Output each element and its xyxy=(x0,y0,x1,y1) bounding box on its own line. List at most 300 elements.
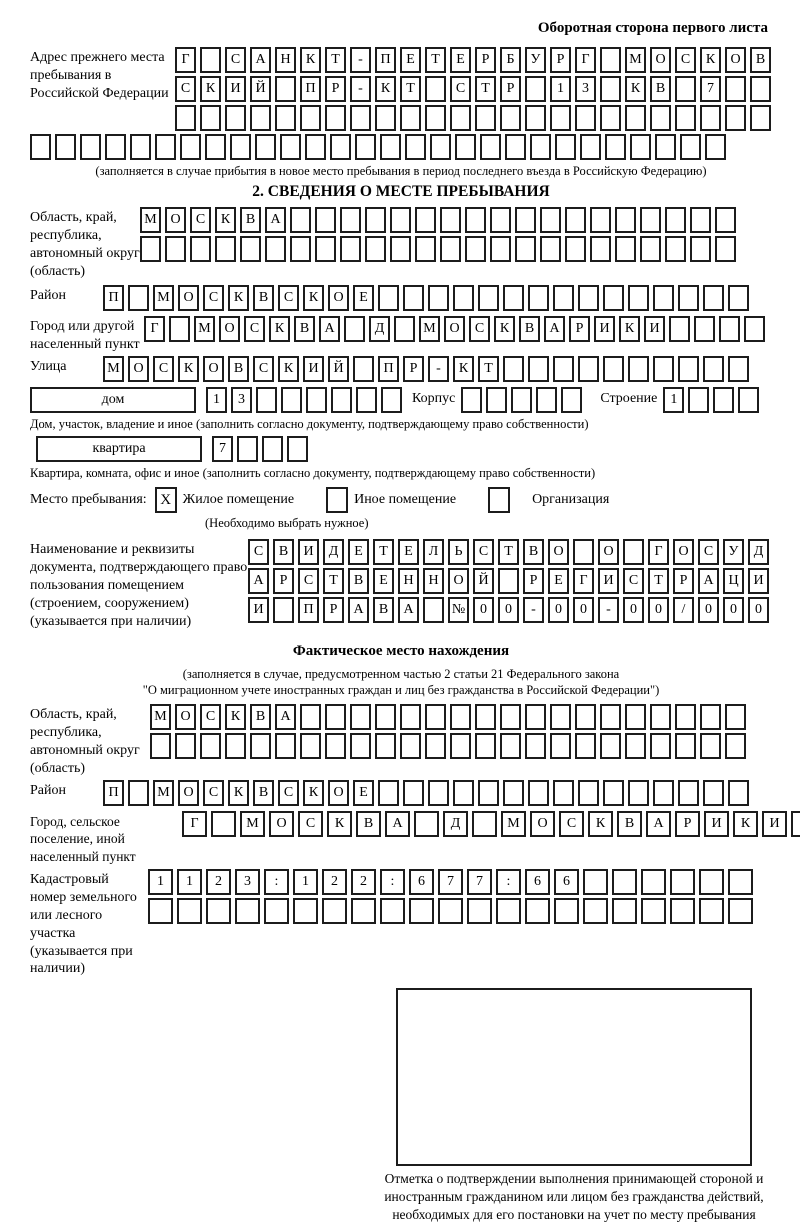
form-cell[interactable]: С xyxy=(559,811,584,837)
form-cell[interactable] xyxy=(500,704,521,730)
form-cell[interactable]: И xyxy=(225,76,246,102)
form-cell[interactable] xyxy=(490,236,511,262)
form-cell[interactable] xyxy=(400,105,421,131)
form-cell[interactable]: 3 xyxy=(231,387,252,413)
form-cell[interactable] xyxy=(390,207,411,233)
form-cell[interactable] xyxy=(670,898,695,924)
form-cell[interactable]: П xyxy=(103,285,124,311)
form-cell[interactable] xyxy=(688,387,709,413)
form-cell[interactable]: Р xyxy=(403,356,424,382)
form-cell[interactable] xyxy=(230,134,251,160)
form-cell[interactable]: 6 xyxy=(525,869,550,895)
form-cell[interactable] xyxy=(615,236,636,262)
form-cell[interactable] xyxy=(553,780,574,806)
kvartira-box[interactable]: квартира xyxy=(36,436,202,462)
form-cell[interactable]: Е xyxy=(548,568,569,594)
form-cell[interactable] xyxy=(625,704,646,730)
form-cell[interactable]: А xyxy=(544,316,565,342)
form-cell[interactable]: Р xyxy=(273,568,294,594)
form-cell[interactable] xyxy=(169,316,190,342)
form-cell[interactable]: К xyxy=(494,316,515,342)
form-cell[interactable] xyxy=(140,236,161,262)
form-cell[interactable]: Р xyxy=(569,316,590,342)
form-cell[interactable]: С xyxy=(278,780,299,806)
form-cell[interactable] xyxy=(375,733,396,759)
form-cell[interactable]: Р xyxy=(325,76,346,102)
form-cell[interactable] xyxy=(615,207,636,233)
form-cell[interactable] xyxy=(628,285,649,311)
form-cell[interactable]: С xyxy=(203,780,224,806)
form-cell[interactable]: К xyxy=(733,811,758,837)
form-cell[interactable] xyxy=(650,733,671,759)
form-cell[interactable]: М xyxy=(153,780,174,806)
form-cell[interactable] xyxy=(30,134,51,160)
form-cell[interactable] xyxy=(200,47,221,73)
form-cell[interactable] xyxy=(290,236,311,262)
form-cell[interactable] xyxy=(744,316,765,342)
form-cell[interactable] xyxy=(675,733,696,759)
form-cell[interactable]: С xyxy=(248,539,269,565)
form-cell[interactable]: О xyxy=(328,780,349,806)
form-cell[interactable]: 0 xyxy=(648,597,669,623)
form-cell[interactable] xyxy=(750,76,771,102)
form-cell[interactable]: А xyxy=(319,316,340,342)
form-cell[interactable] xyxy=(500,105,521,131)
form-cell[interactable]: Е xyxy=(398,539,419,565)
form-cell[interactable] xyxy=(80,134,101,160)
form-cell[interactable] xyxy=(330,134,351,160)
form-cell[interactable]: А xyxy=(248,568,269,594)
form-cell[interactable]: В xyxy=(294,316,315,342)
form-cell[interactable] xyxy=(205,134,226,160)
form-cell[interactable] xyxy=(525,733,546,759)
form-cell[interactable]: О xyxy=(175,704,196,730)
form-cell[interactable] xyxy=(290,207,311,233)
form-cell[interactable] xyxy=(281,387,302,413)
form-cell[interactable] xyxy=(640,207,661,233)
form-cell[interactable] xyxy=(344,316,365,342)
form-cell[interactable] xyxy=(728,285,749,311)
form-cell[interactable]: Т xyxy=(648,568,669,594)
form-cell[interactable] xyxy=(565,207,586,233)
form-cell[interactable]: : xyxy=(264,869,289,895)
form-cell[interactable]: О xyxy=(165,207,186,233)
form-cell[interactable]: Т xyxy=(373,539,394,565)
form-cell[interactable] xyxy=(583,898,608,924)
form-cell[interactable]: 0 xyxy=(473,597,494,623)
form-cell[interactable] xyxy=(423,597,444,623)
form-cell[interactable] xyxy=(293,898,318,924)
form-cell[interactable]: В xyxy=(228,356,249,382)
form-cell[interactable]: К xyxy=(303,285,324,311)
form-cell[interactable]: К xyxy=(269,316,290,342)
form-cell[interactable] xyxy=(641,869,666,895)
form-cell[interactable]: Т xyxy=(498,539,519,565)
form-cell[interactable]: - xyxy=(523,597,544,623)
form-cell[interactable]: 2 xyxy=(206,869,231,895)
form-cell[interactable] xyxy=(305,134,326,160)
form-cell[interactable] xyxy=(625,733,646,759)
form-cell[interactable] xyxy=(628,780,649,806)
form-cell[interactable] xyxy=(211,811,236,837)
form-cell[interactable] xyxy=(315,236,336,262)
form-cell[interactable] xyxy=(665,207,686,233)
form-cell[interactable]: М xyxy=(103,356,124,382)
form-cell[interactable]: 0 xyxy=(748,597,769,623)
form-cell[interactable] xyxy=(703,780,724,806)
form-cell[interactable]: Г xyxy=(175,47,196,73)
form-cell[interactable]: П xyxy=(298,597,319,623)
form-cell[interactable] xyxy=(450,105,471,131)
form-cell[interactable] xyxy=(750,105,771,131)
form-cell[interactable] xyxy=(550,105,571,131)
form-cell[interactable]: И xyxy=(594,316,615,342)
form-cell[interactable] xyxy=(300,733,321,759)
form-cell[interactable]: Й xyxy=(250,76,271,102)
checkbox-organizatsiya[interactable] xyxy=(488,487,510,513)
form-cell[interactable]: В xyxy=(750,47,771,73)
form-cell[interactable]: Н xyxy=(275,47,296,73)
form-cell[interactable]: С xyxy=(298,568,319,594)
form-cell[interactable]: И xyxy=(704,811,729,837)
form-cell[interactable]: 0 xyxy=(723,597,744,623)
form-cell[interactable]: В xyxy=(373,597,394,623)
form-cell[interactable]: М xyxy=(153,285,174,311)
form-cell[interactable] xyxy=(578,356,599,382)
form-cell[interactable]: В xyxy=(348,568,369,594)
form-cell[interactable]: К xyxy=(228,780,249,806)
form-cell[interactable] xyxy=(605,134,626,160)
form-cell[interactable] xyxy=(640,236,661,262)
form-cell[interactable]: А xyxy=(348,597,369,623)
form-cell[interactable] xyxy=(554,898,579,924)
form-cell[interactable]: О xyxy=(219,316,240,342)
form-cell[interactable] xyxy=(705,134,726,160)
form-cell[interactable] xyxy=(515,207,536,233)
form-cell[interactable] xyxy=(331,387,352,413)
dom-box[interactable]: дом xyxy=(30,387,196,413)
form-cell[interactable] xyxy=(428,285,449,311)
form-cell[interactable] xyxy=(565,236,586,262)
form-cell[interactable]: А xyxy=(398,597,419,623)
form-cell[interactable]: С xyxy=(190,207,211,233)
form-cell[interactable]: 7 xyxy=(467,869,492,895)
form-cell[interactable] xyxy=(536,387,557,413)
form-cell[interactable]: О xyxy=(448,568,469,594)
form-cell[interactable]: А xyxy=(385,811,410,837)
form-cell[interactable] xyxy=(55,134,76,160)
form-cell[interactable] xyxy=(350,704,371,730)
form-cell[interactable] xyxy=(503,356,524,382)
form-cell[interactable]: О xyxy=(598,539,619,565)
form-cell[interactable] xyxy=(600,76,621,102)
form-cell[interactable] xyxy=(540,236,561,262)
form-cell[interactable] xyxy=(415,207,436,233)
form-cell[interactable]: К xyxy=(619,316,640,342)
form-cell[interactable]: 1 xyxy=(206,387,227,413)
form-cell[interactable] xyxy=(791,811,800,837)
form-cell[interactable] xyxy=(275,76,296,102)
form-cell[interactable]: Г xyxy=(575,47,596,73)
form-cell[interactable] xyxy=(578,780,599,806)
form-cell[interactable]: М xyxy=(194,316,215,342)
form-cell[interactable] xyxy=(250,105,271,131)
form-cell[interactable] xyxy=(561,387,582,413)
form-cell[interactable] xyxy=(425,733,446,759)
form-cell[interactable] xyxy=(478,780,499,806)
form-cell[interactable]: М xyxy=(419,316,440,342)
form-cell[interactable] xyxy=(175,733,196,759)
form-cell[interactable]: К xyxy=(303,780,324,806)
form-cell[interactable]: - xyxy=(598,597,619,623)
form-cell[interactable] xyxy=(225,733,246,759)
form-cell[interactable]: К xyxy=(453,356,474,382)
form-cell[interactable] xyxy=(353,356,374,382)
form-cell[interactable] xyxy=(628,356,649,382)
form-cell[interactable]: Б xyxy=(500,47,521,73)
form-cell[interactable] xyxy=(555,134,576,160)
form-cell[interactable] xyxy=(675,105,696,131)
form-cell[interactable]: К xyxy=(215,207,236,233)
form-cell[interactable] xyxy=(240,236,261,262)
form-cell[interactable]: В xyxy=(253,780,274,806)
form-cell[interactable]: П xyxy=(103,780,124,806)
form-cell[interactable] xyxy=(128,780,149,806)
form-cell[interactable] xyxy=(505,134,526,160)
form-cell[interactable] xyxy=(675,76,696,102)
form-cell[interactable] xyxy=(583,869,608,895)
form-cell[interactable] xyxy=(700,733,721,759)
form-cell[interactable]: О xyxy=(178,780,199,806)
form-cell[interactable] xyxy=(475,704,496,730)
form-cell[interactable]: А xyxy=(250,47,271,73)
form-cell[interactable] xyxy=(623,539,644,565)
form-cell[interactable]: А xyxy=(265,207,286,233)
form-cell[interactable] xyxy=(690,236,711,262)
form-cell[interactable]: С xyxy=(244,316,265,342)
form-cell[interactable]: О xyxy=(178,285,199,311)
form-cell[interactable]: А xyxy=(646,811,671,837)
form-cell[interactable] xyxy=(430,134,451,160)
form-cell[interactable] xyxy=(486,387,507,413)
form-cell[interactable]: О xyxy=(328,285,349,311)
form-cell[interactable]: С xyxy=(473,539,494,565)
form-cell[interactable] xyxy=(728,356,749,382)
form-cell[interactable]: 1 xyxy=(148,869,173,895)
form-cell[interactable] xyxy=(394,316,415,342)
form-cell[interactable]: П xyxy=(300,76,321,102)
form-cell[interactable] xyxy=(256,387,277,413)
form-cell[interactable]: С xyxy=(225,47,246,73)
form-cell[interactable]: С xyxy=(698,539,719,565)
form-cell[interactable] xyxy=(703,285,724,311)
form-cell[interactable] xyxy=(425,704,446,730)
form-cell[interactable]: Л xyxy=(423,539,444,565)
form-cell[interactable]: О xyxy=(444,316,465,342)
form-cell[interactable] xyxy=(287,436,308,462)
form-cell[interactable] xyxy=(237,436,258,462)
form-cell[interactable] xyxy=(225,105,246,131)
form-cell[interactable] xyxy=(725,704,746,730)
form-cell[interactable]: Р xyxy=(500,76,521,102)
form-cell[interactable]: И xyxy=(644,316,665,342)
form-cell[interactable]: В xyxy=(519,316,540,342)
form-cell[interactable]: Т xyxy=(400,76,421,102)
form-cell[interactable]: О xyxy=(548,539,569,565)
form-cell[interactable]: 0 xyxy=(548,597,569,623)
form-cell[interactable]: П xyxy=(378,356,399,382)
form-cell[interactable]: К xyxy=(625,76,646,102)
form-cell[interactable] xyxy=(465,207,486,233)
form-cell[interactable] xyxy=(553,285,574,311)
form-cell[interactable]: 7 xyxy=(212,436,233,462)
form-cell[interactable] xyxy=(625,105,646,131)
form-cell[interactable] xyxy=(453,780,474,806)
form-cell[interactable] xyxy=(148,898,173,924)
form-cell[interactable]: С xyxy=(450,76,471,102)
form-cell[interactable] xyxy=(375,704,396,730)
form-cell[interactable] xyxy=(265,236,286,262)
form-cell[interactable]: 2 xyxy=(351,869,376,895)
form-cell[interactable]: Г xyxy=(144,316,165,342)
form-cell[interactable] xyxy=(440,207,461,233)
form-cell[interactable]: Е xyxy=(400,47,421,73)
form-cell[interactable]: 1 xyxy=(177,869,202,895)
form-cell[interactable] xyxy=(590,236,611,262)
form-cell[interactable]: 0 xyxy=(698,597,719,623)
form-cell[interactable]: Р xyxy=(550,47,571,73)
form-cell[interactable]: У xyxy=(723,539,744,565)
form-cell[interactable] xyxy=(600,733,621,759)
form-cell[interactable]: Т xyxy=(475,76,496,102)
form-cell[interactable] xyxy=(300,105,321,131)
form-cell[interactable] xyxy=(700,704,721,730)
form-cell[interactable] xyxy=(255,134,276,160)
form-cell[interactable] xyxy=(713,387,734,413)
form-cell[interactable]: В xyxy=(356,811,381,837)
form-cell[interactable]: Д xyxy=(748,539,769,565)
form-cell[interactable]: М xyxy=(140,207,161,233)
form-cell[interactable]: Т xyxy=(478,356,499,382)
form-cell[interactable] xyxy=(403,780,424,806)
form-cell[interactable] xyxy=(600,47,621,73)
form-cell[interactable]: Ц xyxy=(723,568,744,594)
form-cell[interactable] xyxy=(351,898,376,924)
form-cell[interactable] xyxy=(200,733,221,759)
form-cell[interactable]: В xyxy=(273,539,294,565)
form-cell[interactable] xyxy=(475,105,496,131)
form-cell[interactable]: Д xyxy=(443,811,468,837)
form-cell[interactable]: О xyxy=(128,356,149,382)
form-cell[interactable]: Й xyxy=(328,356,349,382)
form-cell[interactable]: 1 xyxy=(550,76,571,102)
form-cell[interactable] xyxy=(490,207,511,233)
form-cell[interactable] xyxy=(680,134,701,160)
form-cell[interactable] xyxy=(150,733,171,759)
form-cell[interactable]: : xyxy=(380,869,405,895)
form-cell[interactable] xyxy=(690,207,711,233)
form-cell[interactable] xyxy=(725,76,746,102)
form-cell[interactable]: К xyxy=(225,704,246,730)
form-cell[interactable] xyxy=(525,898,550,924)
form-cell[interactable] xyxy=(515,236,536,262)
form-cell[interactable] xyxy=(465,236,486,262)
form-cell[interactable] xyxy=(475,733,496,759)
form-cell[interactable]: К xyxy=(327,811,352,837)
form-cell[interactable] xyxy=(400,733,421,759)
form-cell[interactable] xyxy=(670,869,695,895)
form-cell[interactable] xyxy=(306,387,327,413)
form-cell[interactable] xyxy=(275,105,296,131)
form-cell[interactable] xyxy=(725,105,746,131)
form-cell[interactable] xyxy=(525,76,546,102)
form-cell[interactable] xyxy=(403,285,424,311)
form-cell[interactable] xyxy=(180,134,201,160)
form-cell[interactable] xyxy=(675,704,696,730)
form-cell[interactable]: 3 xyxy=(235,869,260,895)
form-cell[interactable]: 7 xyxy=(438,869,463,895)
form-cell[interactable]: С xyxy=(200,704,221,730)
form-cell[interactable]: С xyxy=(203,285,224,311)
form-cell[interactable] xyxy=(669,316,690,342)
form-cell[interactable] xyxy=(450,704,471,730)
form-cell[interactable] xyxy=(409,898,434,924)
form-cell[interactable]: О xyxy=(725,47,746,73)
form-cell[interactable] xyxy=(400,704,421,730)
form-cell[interactable] xyxy=(580,134,601,160)
form-cell[interactable]: К xyxy=(375,76,396,102)
form-cell[interactable] xyxy=(380,898,405,924)
form-cell[interactable]: С xyxy=(623,568,644,594)
form-cell[interactable] xyxy=(528,285,549,311)
form-cell[interactable]: С xyxy=(469,316,490,342)
form-cell[interactable] xyxy=(478,285,499,311)
form-cell[interactable]: Е xyxy=(348,539,369,565)
form-cell[interactable] xyxy=(525,704,546,730)
form-cell[interactable] xyxy=(612,869,637,895)
form-cell[interactable] xyxy=(415,236,436,262)
form-cell[interactable] xyxy=(262,436,283,462)
form-cell[interactable] xyxy=(650,105,671,131)
form-cell[interactable]: Т xyxy=(425,47,446,73)
form-cell[interactable]: П xyxy=(375,47,396,73)
form-cell[interactable] xyxy=(380,134,401,160)
form-cell[interactable]: Н xyxy=(423,568,444,594)
form-cell[interactable]: / xyxy=(673,597,694,623)
form-cell[interactable] xyxy=(381,387,402,413)
form-cell[interactable]: - xyxy=(350,47,371,73)
form-cell[interactable]: Г xyxy=(182,811,207,837)
form-cell[interactable] xyxy=(340,207,361,233)
form-cell[interactable] xyxy=(425,76,446,102)
form-cell[interactable] xyxy=(694,316,715,342)
form-cell[interactable]: 1 xyxy=(293,869,318,895)
form-cell[interactable] xyxy=(480,134,501,160)
form-cell[interactable] xyxy=(280,134,301,160)
form-cell[interactable]: У xyxy=(525,47,546,73)
form-cell[interactable] xyxy=(540,207,561,233)
form-cell[interactable]: М xyxy=(240,811,265,837)
form-cell[interactable] xyxy=(678,285,699,311)
form-cell[interactable] xyxy=(128,285,149,311)
form-cell[interactable] xyxy=(235,898,260,924)
form-cell[interactable] xyxy=(728,898,753,924)
form-cell[interactable]: К xyxy=(278,356,299,382)
form-cell[interactable]: К xyxy=(200,76,221,102)
form-cell[interactable]: 2 xyxy=(322,869,347,895)
form-cell[interactable] xyxy=(728,869,753,895)
form-cell[interactable]: О xyxy=(530,811,555,837)
